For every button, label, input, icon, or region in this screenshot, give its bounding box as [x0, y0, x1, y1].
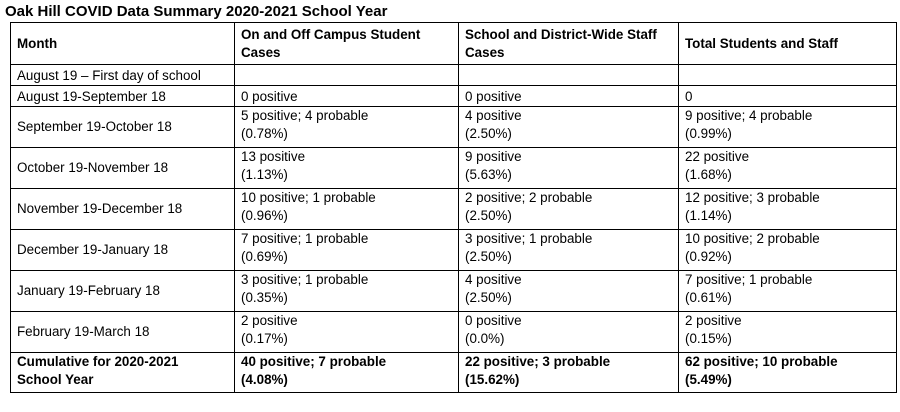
cell-count: 62 positive; 10 probable [685, 354, 838, 369]
student-cases-cell [235, 312, 459, 353]
table-row-cumulative [11, 353, 897, 393]
total-cases-cell [679, 271, 897, 312]
staff-cases-cell [459, 148, 679, 189]
cell-percent: (0.92%) [685, 249, 732, 264]
cell-count: 9 positive; 4 probable [685, 108, 813, 123]
cell-count: 10 positive; 1 probable [241, 190, 376, 205]
empty-cell [679, 65, 897, 86]
cumulative-label-line2: School Year [17, 372, 94, 387]
month-cell: January 19-February 18 [11, 271, 235, 312]
cumulative-label [11, 353, 235, 393]
student-cases-cell: 0 positive [235, 86, 459, 107]
cell-count: 3 positive; 1 probable [241, 272, 369, 287]
student-cases-cell [235, 107, 459, 148]
total-cases-cell: 0 [679, 86, 897, 107]
page-title: Oak Hill COVID Data Summary 2020-2021 School Year [5, 3, 388, 20]
staff-cases-cell [459, 107, 679, 148]
cell-count: 2 positive [241, 313, 298, 328]
empty-cell [235, 65, 459, 86]
month-cell: December 19-January 18 [11, 230, 235, 271]
cell-percent: (2.50%) [465, 126, 512, 141]
total-cases-cell [679, 312, 897, 353]
student-cases-cell [235, 230, 459, 271]
covid-summary-table [10, 22, 897, 393]
table-row [11, 86, 897, 107]
cell-percent: (0.61%) [685, 290, 732, 305]
cell-count: 22 positive [685, 149, 750, 164]
cell-count: 7 positive; 1 probable [685, 272, 813, 287]
table-row [11, 312, 897, 353]
month-cell: September 19-October 18 [11, 107, 235, 148]
cell-percent: (1.68%) [685, 167, 732, 182]
cell-count: 0 positive [465, 313, 522, 328]
table-row [11, 107, 897, 148]
cell-count: 4 positive [465, 272, 522, 287]
cell-percent: (0.96%) [241, 208, 288, 223]
cell-count: 5 positive; 4 probable [241, 108, 369, 123]
cell-count: 22 positive; 3 probable [465, 354, 611, 369]
table-row [11, 189, 897, 230]
staff-cases-cell [459, 312, 679, 353]
first-day-note: August 19 – First day of school [11, 65, 235, 86]
table-header-row [11, 23, 897, 65]
table-row [11, 148, 897, 189]
staff-cases-cell [459, 271, 679, 312]
staff-cases-cell: 0 positive [459, 86, 679, 107]
cumulative-label-line1: Cumulative for 2020-2021 [17, 354, 179, 369]
staff-cases-cell [459, 189, 679, 230]
cell-percent: (4.08%) [241, 372, 288, 387]
cell-count: 10 positive; 2 probable [685, 231, 820, 246]
cell-count: 9 positive [465, 149, 522, 164]
student-cases-cell [235, 189, 459, 230]
cell-percent: (0.15%) [685, 331, 732, 346]
cell-count: 40 positive; 7 probable [241, 354, 387, 369]
header-total: Total Students and Staff [679, 23, 897, 65]
cell-percent: (0.0%) [465, 331, 505, 346]
cell-count: 2 positive; 2 probable [465, 190, 593, 205]
staff-cases-cell [459, 230, 679, 271]
table-row [11, 271, 897, 312]
cell-percent: (15.62%) [465, 372, 520, 387]
cumulative-student-cases [235, 353, 459, 393]
student-cases-cell [235, 271, 459, 312]
cell-percent: (0.99%) [685, 126, 732, 141]
cell-percent: (0.17%) [241, 331, 288, 346]
cell-percent: (1.14%) [685, 208, 732, 223]
cell-count: 12 positive; 3 probable [685, 190, 820, 205]
student-cases-cell [235, 148, 459, 189]
month-cell: August 19-September 18 [11, 86, 235, 107]
empty-cell [459, 65, 679, 86]
table-row [11, 230, 897, 271]
total-cases-cell [679, 189, 897, 230]
cumulative-staff-cases [459, 353, 679, 393]
cell-percent: (2.50%) [465, 290, 512, 305]
table-row-first-day [11, 65, 897, 86]
cumulative-total [679, 353, 897, 393]
header-student-cases: On and Off Campus Student Cases [235, 23, 459, 65]
cell-percent: (0.35%) [241, 290, 288, 305]
total-cases-cell [679, 230, 897, 271]
header-month: Month [11, 23, 235, 65]
cell-count: 13 positive [241, 149, 306, 164]
total-cases-cell [679, 107, 897, 148]
cell-count: 7 positive; 1 probable [241, 231, 369, 246]
cell-percent: (0.69%) [241, 249, 288, 264]
cell-count: 4 positive [465, 108, 522, 123]
cell-percent: (5.49%) [685, 372, 732, 387]
cell-percent: (5.63%) [465, 167, 512, 182]
month-cell: October 19-November 18 [11, 148, 235, 189]
cell-percent: (0.78%) [241, 126, 288, 141]
cell-count: 3 positive; 1 probable [465, 231, 593, 246]
month-cell: November 19-December 18 [11, 189, 235, 230]
total-cases-cell [679, 148, 897, 189]
cell-percent: (2.50%) [465, 208, 512, 223]
cell-count: 2 positive [685, 313, 742, 328]
cell-percent: (1.13%) [241, 167, 288, 182]
month-cell: February 19-March 18 [11, 312, 235, 353]
header-staff-cases: School and District-Wide Staff Cases [459, 23, 679, 65]
cell-percent: (2.50%) [465, 249, 512, 264]
